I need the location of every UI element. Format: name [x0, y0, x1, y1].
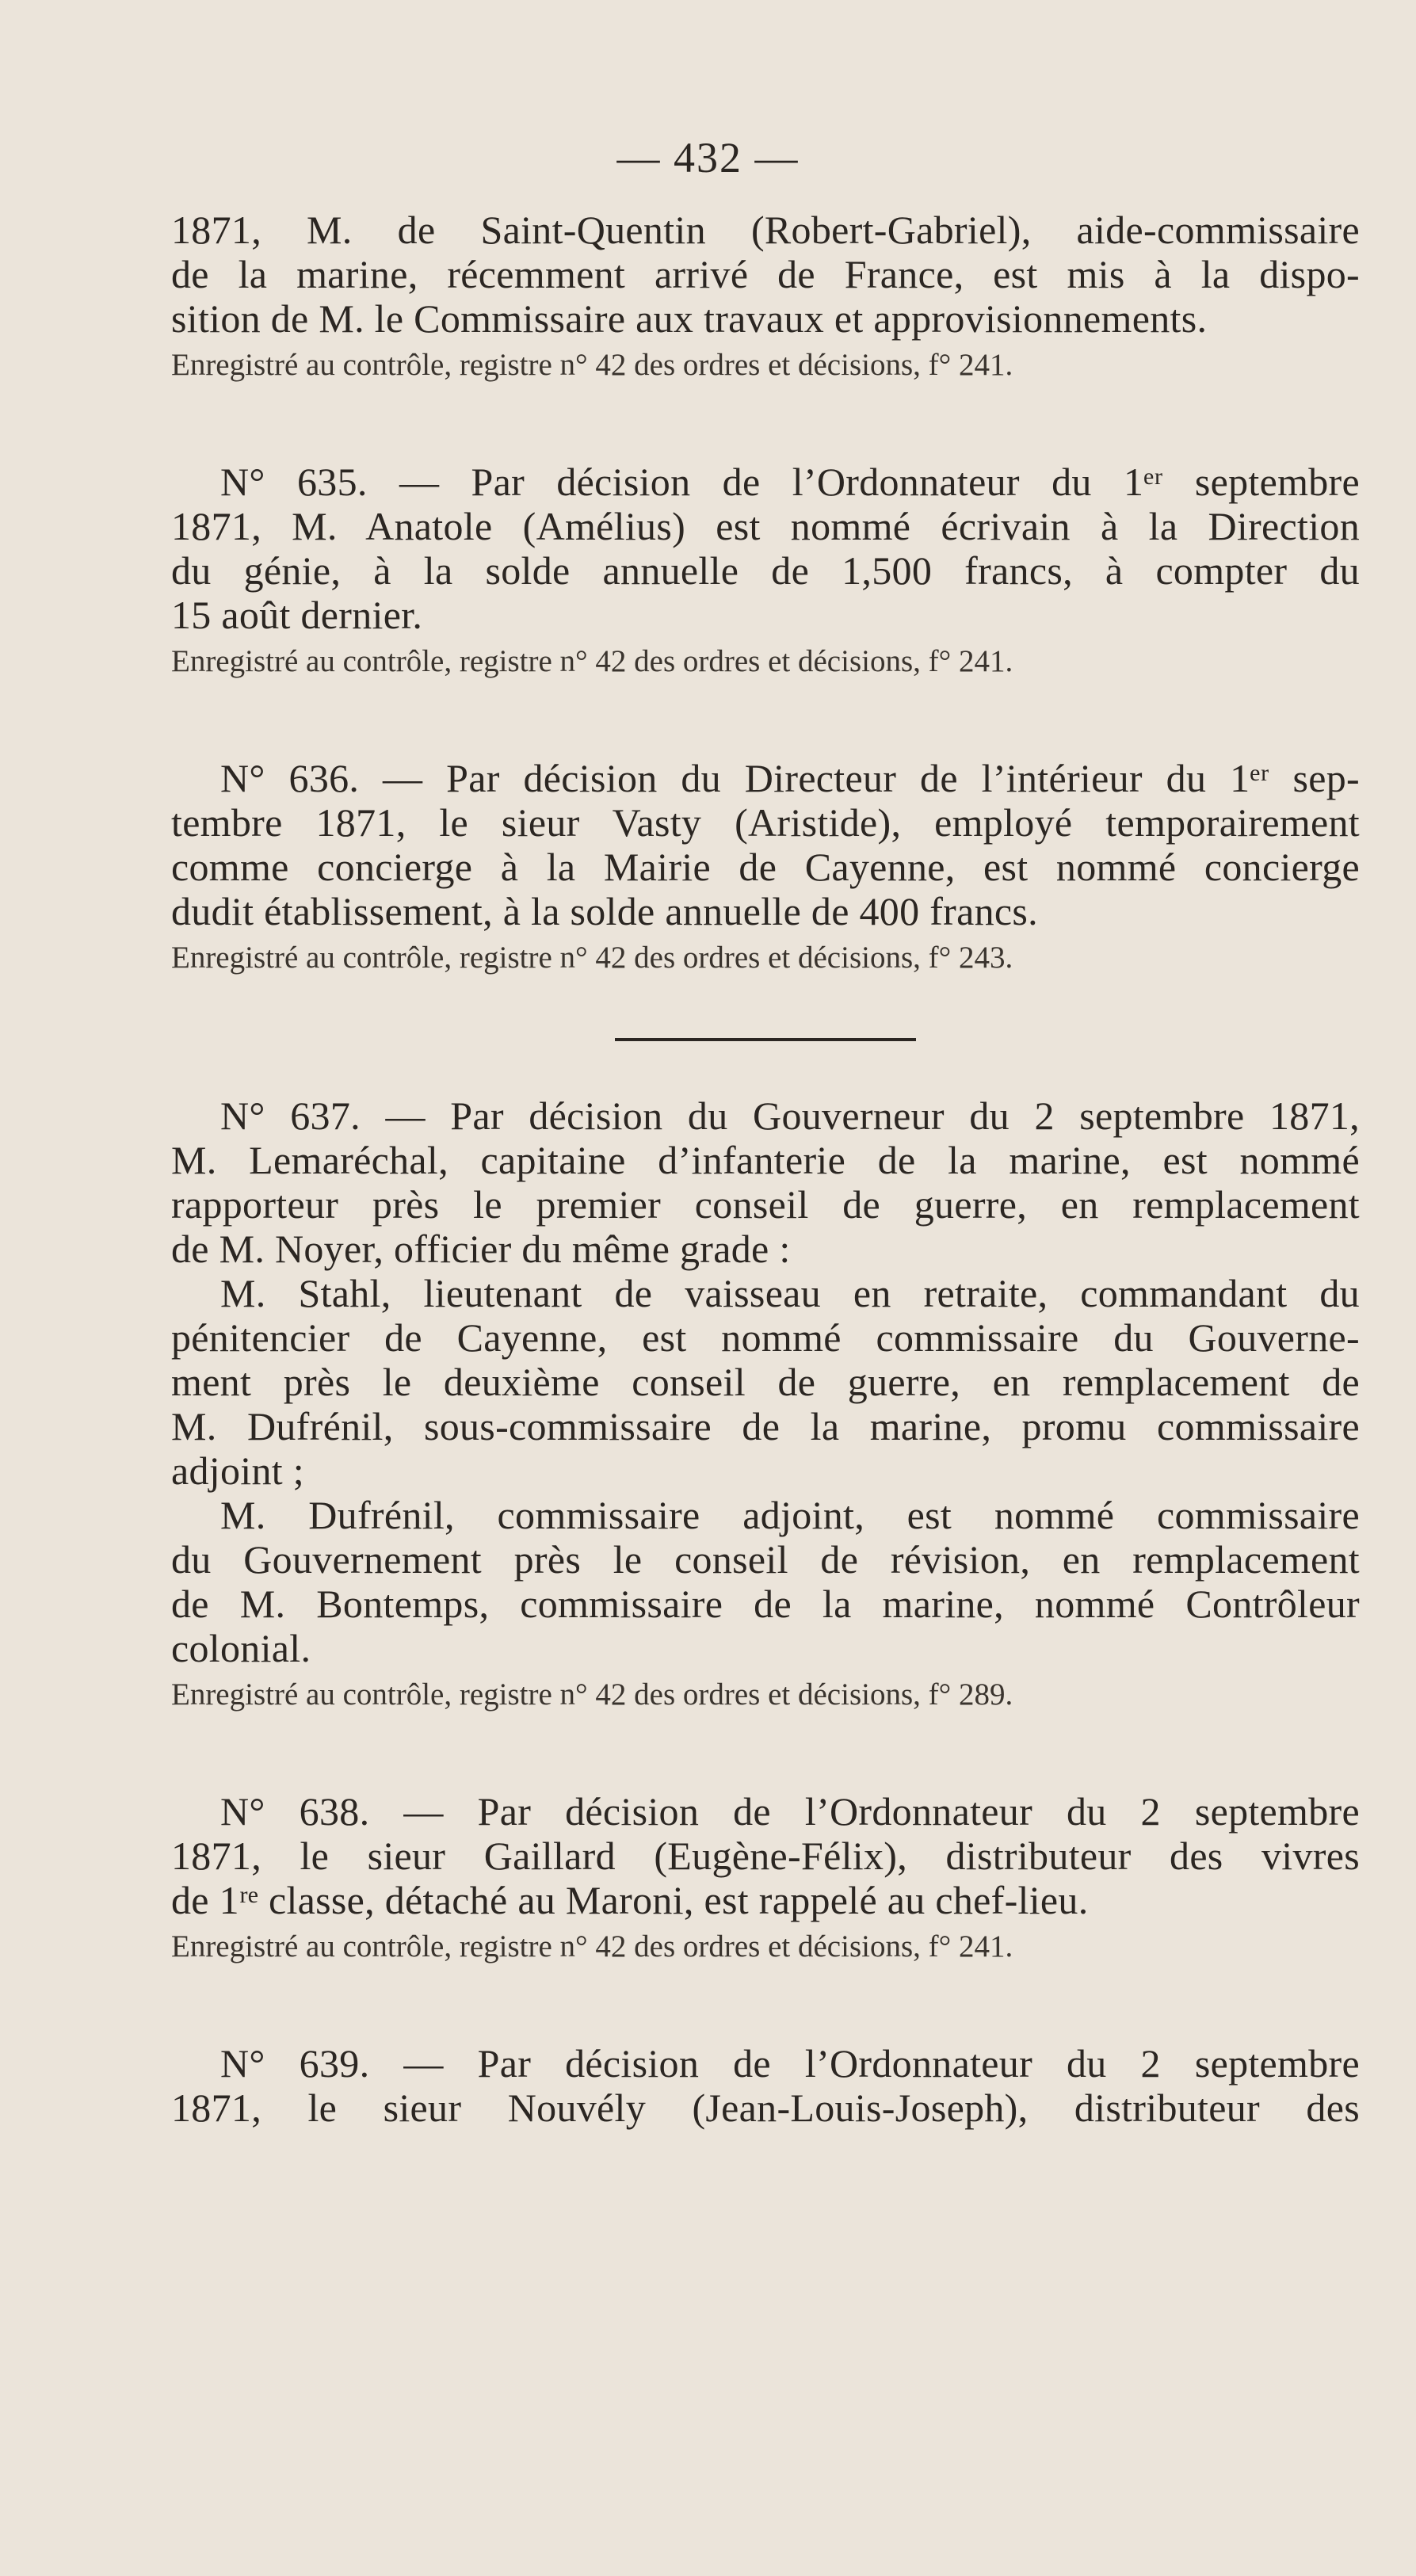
- text-line: du génie, à la solde annuelle de 1,500 francs, à compter du: [171, 548, 1360, 593]
- entry-text: — Par décision du Directeur de l’intérieur du 1ᵉʳ sep-: [359, 756, 1360, 800]
- entry-number: N° 639.: [220, 2041, 370, 2086]
- entry-text: — Par décision de l’Ordonnateur du 2 septembre: [369, 1789, 1360, 1834]
- entry-number: N° 637.: [220, 1093, 361, 1138]
- entry-text: — Par décision de l’Ordonnateur du 1ᵉʳ septembre: [367, 460, 1360, 504]
- page-number: — 432 —: [616, 134, 800, 181]
- entry-634-continuation: [171, 208, 1360, 387]
- text-line: colonial.: [171, 1626, 311, 1670]
- text-line: M. Dufrénil, sous-commissaire de la marine, promu commissaire: [171, 1404, 1360, 1448]
- entry-637: [171, 1093, 1360, 1716]
- text-line-first: [171, 460, 1360, 504]
- text-line: dudit établissement, à la solde annuelle de 400 francs.: [171, 889, 1038, 933]
- entry-number: N° 636.: [220, 756, 360, 800]
- text-line: pénitencier de Cayenne, est nommé commissaire du Gouverne-: [171, 1315, 1360, 1360]
- entry-636: [171, 756, 1360, 979]
- text-line: de M. Bontemps, commissaire de la marine, nommé Contrôleur: [171, 1582, 1360, 1626]
- text-line: adjoint ;: [171, 1448, 304, 1493]
- text-line: 1871, M. de Saint-Quentin (Robert-Gabriel), aide-commissaire: [171, 208, 1360, 252]
- registry-note: Enregistré au contrôle, registre n° 42 des ordres et décisions, f° 241.: [171, 1929, 1013, 1963]
- registry-note: Enregistré au contrôle, registre n° 42 des ordres et décisions, f° 241.: [171, 348, 1013, 382]
- text-line: ment près le deuxième conseil de guerre, en remplacement de: [171, 1360, 1360, 1404]
- text-line: rapporteur près le premier conseil de guerre, en remplacement: [171, 1182, 1360, 1227]
- text-line: comme concierge à la Mairie de Cayenne, est nommé concierge: [171, 845, 1360, 889]
- text-line: 1871, le sieur Nouvély (Jean-Louis-Joseph), distributeur des: [171, 2086, 1360, 2130]
- text-line: 1871, M. Anatole (Amélius) est nommé écrivain à la Direction: [171, 504, 1360, 548]
- entry-638: [171, 1789, 1360, 1968]
- text-line-first: [171, 1789, 1360, 1834]
- entry-number: N° 638.: [220, 1789, 370, 1834]
- text-line: sition de M. le Commissaire aux travaux et approvisionnements.: [171, 296, 1208, 341]
- text-line: de 1ʳᵉ classe, détaché au Maroni, est rappelé au chef-lieu.: [171, 1878, 1089, 1922]
- text-line-first: [171, 2041, 1360, 2086]
- text-line-first: [171, 756, 1360, 800]
- entry-635: [171, 460, 1360, 683]
- registry-note: Enregistré au contrôle, registre n° 42 des ordres et décisions, f° 243.: [171, 941, 1013, 975]
- text-line: de M. Noyer, officier du même grade :: [171, 1227, 791, 1271]
- text-line-first: [171, 1093, 1360, 1138]
- text-line: du Gouvernement près le conseil de révision, en remplacement: [171, 1537, 1360, 1582]
- text-line: tembre 1871, le sieur Vasty (Aristide), employé temporairement: [171, 800, 1360, 845]
- text-line: M. Stahl, lieutenant de vaisseau en retraite, commandant du: [220, 1271, 1360, 1315]
- text-line: 15 août dernier.: [171, 593, 423, 637]
- text-line: M. Dufrénil, commissaire adjoint, est nommé commissaire: [220, 1493, 1360, 1537]
- entry-639: [171, 2041, 1360, 2130]
- entry-text: — Par décision du Gouverneur du 2 septembre 1871,: [360, 1093, 1360, 1138]
- registry-note: Enregistré au contrôle, registre n° 42 des ordres et décisions, f° 241.: [171, 644, 1013, 678]
- page-content: [171, 208, 1360, 2130]
- registry-note: Enregistré au contrôle, registre n° 42 des ordres et décisions, f° 289.: [171, 1677, 1013, 1712]
- entry-number: N° 635.: [220, 460, 368, 504]
- text-line: 1871, le sieur Gaillard (Eugène-Félix), distributeur des vivres: [171, 1834, 1360, 1878]
- text-line: de la marine, récemment arrivé de France, est mis à la dispo-: [171, 252, 1360, 296]
- entry-text: — Par décision de l’Ordonnateur du 2 septembre: [369, 2041, 1360, 2086]
- text-line: M. Lemaréchal, capitaine d’infanterie de la marine, est nommé: [171, 1138, 1360, 1182]
